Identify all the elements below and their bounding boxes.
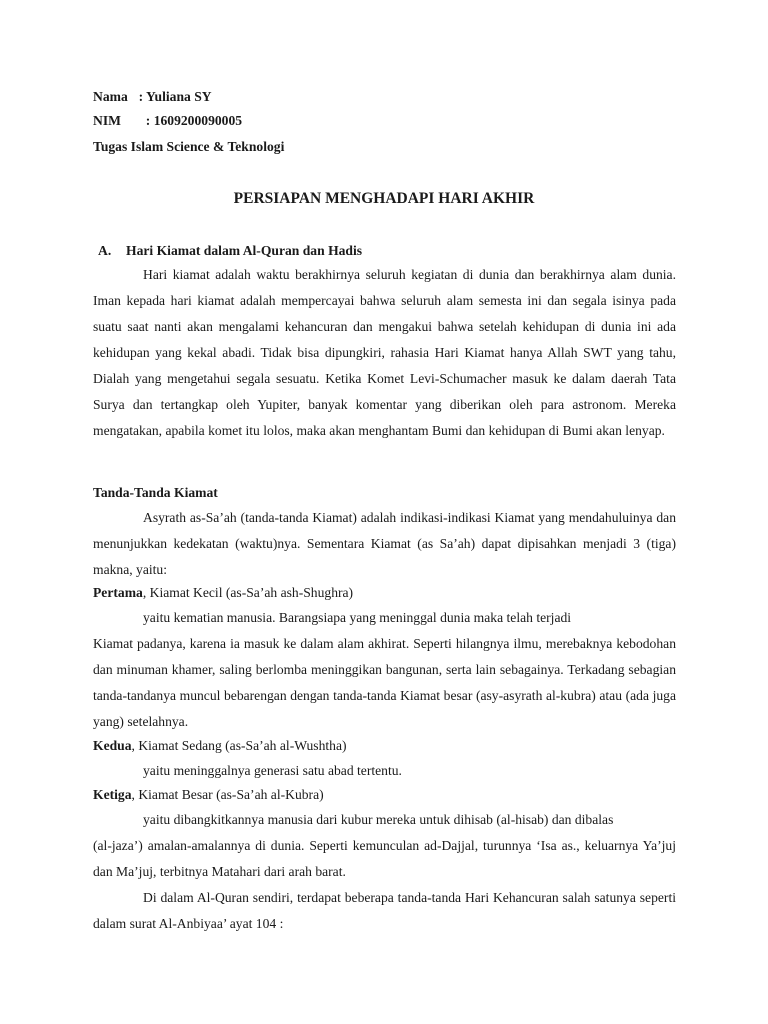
pertama-line: [93, 584, 353, 602]
pertama-paragraph: Kiamat padanya, karena ia masuk ke dalam alam akhirat. Seperti hilangnya ilmu, merebaknya kebodohan dan minuman khamer, saling berlomba meninggikan bangunan, serta lain sebagainya. Terkadang sebagian tanda-tandanya muncul bebarengan dengan tanda-tanda Kiamat besar (asy-asyrath al-kubra) atau (ada juga yang) setelahnya.: [93, 636, 676, 729]
tanda-heading: Tanda-Tanda Kiamat: [93, 485, 218, 500]
kedua-text: yaitu meninggalnya generasi satu abad tertentu.: [143, 763, 402, 778]
kedua-label: Kedua: [93, 738, 132, 753]
nama-value: : Yuliana SY: [138, 89, 212, 104]
nim-value: : 1609200090005: [145, 113, 243, 128]
section-a-paragraph: Hari kiamat adalah waktu berakhirnya seluruh kegiatan di dunia dan berakhirnya alam dunia. Iman kepada hari kiamat adalah mempercayai bahwa seluruh alam semesta ini dan segala isinya pada suatu saat nanti akan mengalami kehancuran dan mengakui bahwa setelah kehidupan di dunia ini ada kehidupan yang kekal abadi. Tidak bisa dipungkiri, rahasia Hari Kiamat hanya Allah SWT yang tahu, Dialah yang mengetahui segala sesuatu. Ketika Komet Levi-Schumacher masuk ke dalam daerah Tata Surya dan tertangkap oleh Yupiter, banyak komentar yang diberikan oleh para astronom. Mereka mengatakan, apabila komet itu lolos, maka akan menghantam Bumi dan kehidupan di Bumi akan lenyap.: [93, 267, 676, 438]
ketiga-line: [93, 786, 324, 804]
tanda-intro-paragraph: Asyrath as-Sa’ah (tanda-tanda Kiamat) adalah indikasi-indikasi Kiamat yang mendahuluinya dan menunjukkan kedekatan (waktu)nya. Sementara Kiamat (as Sa’ah) dapat dipisahkan menjadi 3 (tiga) makna, yaitu:: [93, 510, 676, 577]
section-a-marker: A.: [98, 243, 112, 258]
kedua-line: [93, 737, 347, 755]
nama-label: Nama: [93, 89, 128, 104]
section-a-title: Hari Kiamat dalam Al-Quran dan Hadis: [126, 243, 363, 258]
page-title: PERSIAPAN MENGHADAPI HARI AKHIR: [233, 190, 535, 207]
pertama-title: , Kiamat Kecil (as-Sa’ah ash-Shughra): [142, 585, 354, 600]
ketiga-label: Ketiga: [93, 787, 132, 802]
ketiga-first-line: yaitu dibangkitkannya manusia dari kubur mereka untuk dihisab (al-hisab) dan dibalas: [143, 812, 614, 827]
kedua-title: , Kiamat Sedang (as-Sa’ah al-Wushtha): [131, 738, 347, 753]
section-a-heading: [98, 242, 362, 260]
nama-line: [93, 88, 212, 106]
nim-label: NIM: [93, 113, 121, 128]
nim-line: [93, 112, 242, 130]
ketiga-title: , Kiamat Besar (as-Sa’ah al-Kubra): [131, 787, 324, 802]
pertama-first-line: yaitu kematian manusia. Barangsiapa yang meninggal dunia maka telah terjadi: [143, 610, 572, 625]
ketiga-paragraph: (al-jaza’) amalan-amalannya di dunia. Seperti kemunculan ad-Dajjal, turunnya ‘Isa as., keluarnya Ya’juj dan Ma’juj, terbitnya Matahari dari arah barat.: [93, 838, 676, 879]
closing-paragraph: Di dalam Al-Quran sendiri, terdapat beberapa tanda-tanda Hari Kehancuran salah satunya seperti dalam surat Al-Anbiyaa’ ayat 104 :: [93, 890, 676, 931]
pertama-label: Pertama: [93, 585, 143, 600]
course-line: Tugas Islam Science & Teknologi: [93, 139, 285, 154]
